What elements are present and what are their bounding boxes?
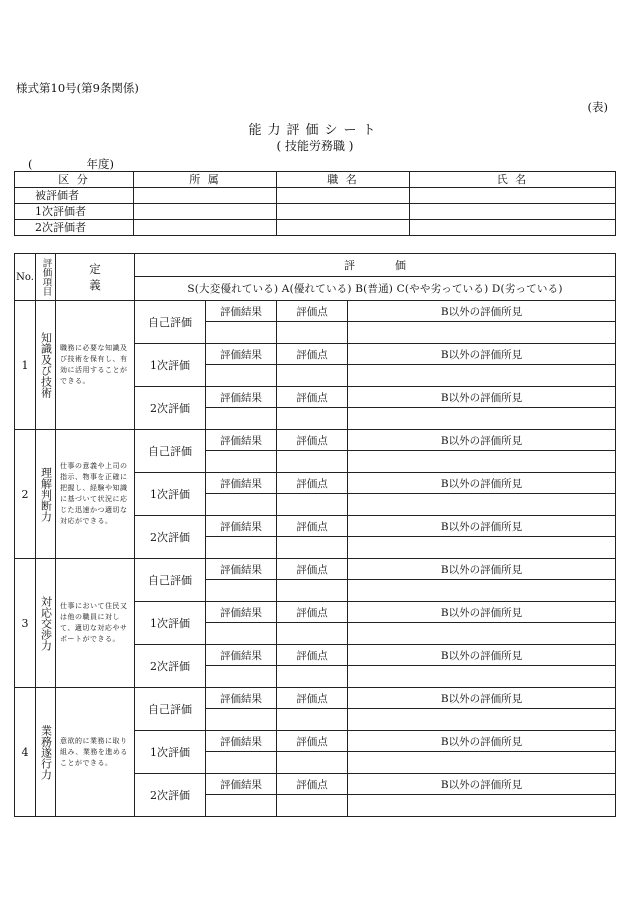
personnel-info-table: [14, 171, 616, 236]
input-result-field[interactable]: [206, 709, 277, 731]
item-definition: 仕事の意義や上司の指示、物事を正確に把握し、経験や知識に基づいて状況に応じた迅速かつ適切な対応ができる。: [56, 430, 135, 559]
stage-label: 2次評価: [135, 516, 206, 559]
input-comment-field[interactable]: [348, 580, 616, 602]
col-label-comment: B以外の評価所見: [348, 602, 616, 623]
item-name: [36, 559, 56, 688]
col-label-comment: B以外の評価所見: [348, 559, 616, 580]
item-column-header-text: 評価項目: [40, 258, 52, 296]
col-label-points: 評価点: [277, 559, 348, 580]
eval-row-labels: [15, 688, 616, 709]
item-number: 2: [15, 430, 36, 559]
eval-row-labels: [15, 301, 616, 322]
stage-label: 自己評価: [135, 301, 206, 344]
stage-label: 自己評価: [135, 688, 206, 731]
stage-label: 2次評価: [135, 387, 206, 430]
item-definition: 仕事において住民又は他の職員に対して、適切な対応やサポートができる。: [56, 559, 135, 688]
col-label-result: 評価結果: [206, 430, 277, 451]
col-label-comment: B以外の評価所見: [348, 731, 616, 752]
col-label-comment: B以外の評価所見: [348, 688, 616, 709]
input-points-field[interactable]: [277, 408, 348, 430]
col-label-comment: B以外の評価所見: [348, 387, 616, 408]
stage-label: 自己評価: [135, 430, 206, 473]
input-comment-field[interactable]: [348, 537, 616, 559]
eval-header-row: [15, 254, 616, 277]
col-label-result: 評価結果: [206, 387, 277, 408]
col-label-result: 評価結果: [206, 774, 277, 795]
stage-label: 1次評価: [135, 473, 206, 516]
col-label-result: 評価結果: [206, 731, 277, 752]
col-label-result: 評価結果: [206, 645, 277, 666]
stage-label: 自己評価: [135, 559, 206, 602]
first-evaluator-name-field[interactable]: [410, 204, 616, 220]
input-points-field[interactable]: [277, 537, 348, 559]
evaluation-column-header: 評価: [135, 254, 616, 277]
input-points-field[interactable]: [277, 580, 348, 602]
item-definition: 意欲的に業務に取り組み、業務を進めることができる。: [56, 688, 135, 817]
col-label-points: 評価点: [277, 430, 348, 451]
input-comment-field[interactable]: [348, 408, 616, 430]
input-result-field[interactable]: [206, 752, 277, 774]
input-points-field[interactable]: [277, 365, 348, 387]
item-name: [36, 301, 56, 430]
item-number: 1: [15, 301, 36, 430]
col-label-result: 評価結果: [206, 516, 277, 537]
col-label-comment: B以外の評価所見: [348, 516, 616, 537]
input-comment-field[interactable]: [348, 451, 616, 473]
input-points-field[interactable]: [277, 451, 348, 473]
info-header-row: [15, 172, 616, 188]
col-label-comment: B以外の評価所見: [348, 774, 616, 795]
col-label-comment: B以外の評価所見: [348, 301, 616, 322]
input-result-field[interactable]: [206, 666, 277, 688]
header-job-title: 職 名: [277, 172, 410, 188]
col-label-points: 評価点: [277, 602, 348, 623]
first-evaluator-department-field[interactable]: [134, 204, 277, 220]
item-number: 4: [15, 688, 36, 817]
item-definition: 職務に必要な知識及び技術を保有し、有効に活用することができる。: [56, 301, 135, 430]
stage-label: 1次評価: [135, 731, 206, 774]
input-points-field[interactable]: [277, 322, 348, 344]
evaluatee-department-field[interactable]: [134, 188, 277, 204]
form-number: 様式第10号(第9条関係): [16, 81, 139, 95]
input-points-field[interactable]: [277, 709, 348, 731]
evaluation-table: [14, 253, 616, 817]
input-points-field[interactable]: [277, 494, 348, 516]
info-row-evaluatee: [15, 188, 616, 204]
side-label: (表): [587, 100, 608, 114]
col-label-points: 評価点: [277, 516, 348, 537]
year-label: 年度): [86, 157, 114, 171]
input-result-field[interactable]: [206, 580, 277, 602]
col-label-points: 評価点: [277, 645, 348, 666]
stage-label: 2次評価: [135, 774, 206, 817]
input-points-field[interactable]: [277, 666, 348, 688]
input-comment-field[interactable]: [348, 623, 616, 645]
col-label-result: 評価結果: [206, 602, 277, 623]
header-category: 区 分: [15, 172, 134, 188]
second-evaluator-name-field[interactable]: [410, 220, 616, 236]
first-evaluator-job-title-field[interactable]: [277, 204, 410, 220]
input-points-field[interactable]: [277, 623, 348, 645]
row-label-second-evaluator: 2次評価者: [15, 220, 134, 236]
col-label-points: 評価点: [277, 344, 348, 365]
input-comment-field[interactable]: [348, 322, 616, 344]
document-title: 能力評価シート: [248, 123, 382, 138]
item-name-text: 知識及び技術: [39, 332, 53, 398]
col-label-result: 評価結果: [206, 301, 277, 322]
col-label-comment: B以外の評価所見: [348, 473, 616, 494]
col-label-comment: B以外の評価所見: [348, 645, 616, 666]
header-name: 氏 名: [410, 172, 616, 188]
input-result-field[interactable]: [206, 451, 277, 473]
document-subtitle: ( 技能労務職 ): [276, 139, 354, 153]
eval-row-labels: [15, 430, 616, 451]
input-comment-field[interactable]: [348, 494, 616, 516]
year-open-paren: (: [28, 157, 33, 171]
definition-column-header: 定 義: [56, 254, 135, 301]
second-evaluator-department-field[interactable]: [134, 220, 277, 236]
item-number: 3: [15, 559, 36, 688]
item-name-text: 理解判断力: [39, 466, 53, 522]
col-label-points: 評価点: [277, 301, 348, 322]
header-department: 所 属: [134, 172, 277, 188]
col-label-result: 評価結果: [206, 344, 277, 365]
input-result-field[interactable]: [206, 537, 277, 559]
input-points-field[interactable]: [277, 752, 348, 774]
col-label-comment: B以外の評価所見: [348, 344, 616, 365]
input-result-field[interactable]: [206, 408, 277, 430]
item-name: [36, 688, 56, 817]
fiscal-year-line: [28, 156, 114, 172]
input-comment-field[interactable]: [348, 365, 616, 387]
evaluatee-job-title-field[interactable]: [277, 188, 410, 204]
col-label-result: 評価結果: [206, 473, 277, 494]
col-label-points: 評価点: [277, 731, 348, 752]
input-result-field[interactable]: [206, 322, 277, 344]
eval-row-labels: [15, 559, 616, 580]
info-row-first-evaluator: [15, 204, 616, 220]
row-label-first-evaluator: 1次評価者: [15, 204, 134, 220]
input-points-field[interactable]: [277, 795, 348, 817]
input-comment-field[interactable]: [348, 752, 616, 774]
item-column-header: [36, 254, 56, 301]
input-result-field[interactable]: [206, 494, 277, 516]
col-label-result: 評価結果: [206, 559, 277, 580]
col-label-result: 評価結果: [206, 688, 277, 709]
stage-label: 2次評価: [135, 645, 206, 688]
input-comment-field[interactable]: [348, 666, 616, 688]
input-result-field[interactable]: [206, 365, 277, 387]
col-label-points: 評価点: [277, 473, 348, 494]
stage-label: 1次評価: [135, 602, 206, 645]
col-label-comment: B以外の評価所見: [348, 430, 616, 451]
no-column-header: No.: [15, 254, 36, 301]
second-evaluator-job-title-field[interactable]: [277, 220, 410, 236]
input-result-field[interactable]: [206, 795, 277, 817]
item-name-text: 対応交渉力: [39, 595, 53, 651]
rating-scale-legend: S(大変優れている) A(優れている) B(普通) C(やや劣っている) D(劣っている): [135, 277, 616, 301]
col-label-points: 評価点: [277, 387, 348, 408]
evaluatee-name-field[interactable]: [410, 188, 616, 204]
input-result-field[interactable]: [206, 623, 277, 645]
row-label-evaluatee: 被評価者: [15, 188, 134, 204]
input-comment-field[interactable]: [348, 709, 616, 731]
stage-label: 1次評価: [135, 344, 206, 387]
input-comment-field[interactable]: [348, 795, 616, 817]
item-name-text: 業務遂行力: [39, 724, 53, 780]
info-row-second-evaluator: [15, 220, 616, 236]
col-label-points: 評価点: [277, 774, 348, 795]
col-label-points: 評価点: [277, 688, 348, 709]
item-name: [36, 430, 56, 559]
